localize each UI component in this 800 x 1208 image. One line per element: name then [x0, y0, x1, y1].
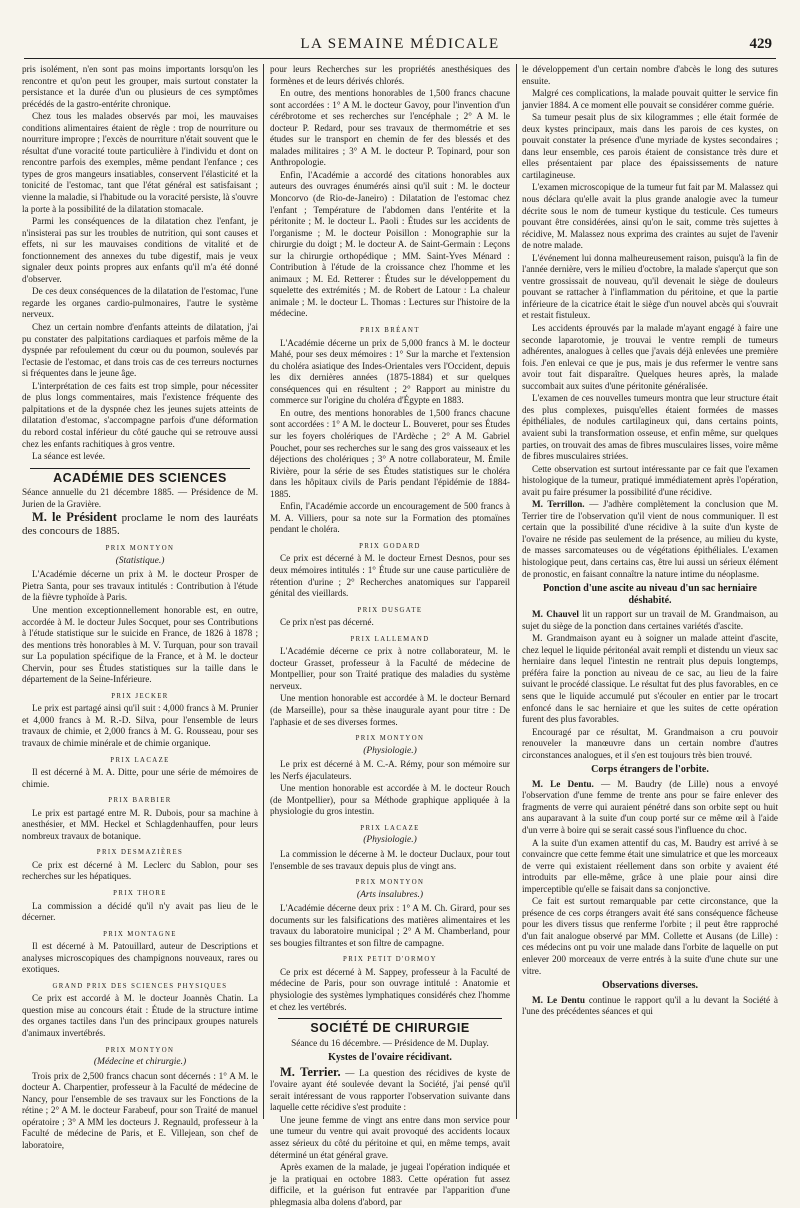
- speaker-text: — La question des récidives de kyste de l'ovaire ayant été soulevée devant la Société, j'ai pensé qu'il serait intéressant de vous rapporter l'observation suivante dans laquelle cette récidive s'est produite :: [270, 1067, 511, 1113]
- paragraph: Parmi les conséquences de la dilatation chez l'enfant, je n'insisterai pas sur les troubles de nutrition, qui sont causes et effets, ni sur les mauvaises conditions de vitalité et de fonctionnement des annexes du tube digestif, mais je veux signaler deux points propres aux enfants qu'il m'a été donné d'observer.: [22, 216, 258, 284]
- paragraph: pris isolément, n'en sont pas moins importants lorsqu'on les rencontre et qu'on peut les grouper, mais surtout constater la persistance et la durée d'un ou plusieurs de ces symptômes précédés de la gastro-entérite chronique.: [22, 64, 258, 109]
- prize-heading: PRIX MONTYON: [355, 735, 425, 743]
- speaker-text: — M. Baudry (de Lille) nous a envoyé l'observation d'une femme de trente ans pour se faire enlever des fragments de verre qui auraient pénétré dans son orbite sept ou huit ans auparavant à la suite d'un coup porté sur ce même œil à l'aide d'un verre à boire qui se serait cassé sous l'influence du choc.: [522, 778, 778, 835]
- paragraph: [522, 609, 778, 632]
- prize-heading: PRIX LALLEMAND: [350, 635, 430, 643]
- prize-category: (Physiologie.): [363, 745, 417, 756]
- paragraph: A la suite d'un examen attentif du cas, M. Baudry est arrivé à se convaincre que cette femme était une simulatrice et que les morceaux de verre qui existaient réellement dans son orbite y avaient été introduits par elle-même, grâce à une plaie pour ainsi dire imperceptible qu'elle se faisait dans sa conjonctive.: [522, 837, 778, 894]
- speaker-name: M. Le Dentu.: [532, 778, 594, 789]
- prize-heading: PRIX LACAZE: [360, 824, 420, 832]
- subsection-title: Observations diverses.: [601, 980, 699, 992]
- paragraph: Ce prix est décerné à M. Leclerc du Sablon, pour ses recherches sur les hépatiques.: [22, 859, 258, 882]
- section-divider: [278, 1018, 502, 1019]
- paragraph: [522, 779, 778, 837]
- paragraph: L'Académie décerne deux prix : 1° A M. Ch. Girard, pour ses documents sur les falsifications des matières alimentaires et les travaux du laboratoire municipal ; 2° A M. Chamberland, pour ses bougies filtrantes et son filtre de campagne.: [270, 903, 510, 948]
- paragraph: L'Académie décerne un prix de 5,000 francs à M. le docteur Mahé, pour ses deux mémoires : 1° Sur la marche et l'extension du choléra asiatique des Indes-Orientales vers l'Occident, depuis les dix dernières années (1875-1884) et sur quelques conséquences qui en résultent ; 2° Rapport au ministre du commerce sur l'origine du choléra d'Égypte en 1883.: [270, 337, 510, 406]
- session-line: Séance du 16 décembre. — Présidence de M. Duplay.: [291, 1037, 489, 1048]
- paragraph: Le prix est décerné à M. C.-A. Rémy, pour son mémoire sur les Nerfs éjaculateurs.: [270, 759, 510, 781]
- paragraph: Enfin, l'Académie a accordé des citations honorables aux auteurs des ouvrages énumérés ainsi qu'il suit : M. le docteur Moncorvo (de Rio-de-Janeiro) : Dilatation de l'estomac chez l'enfant ; Température de l'abdomen dans l'entérite et la péritonite ; M. le docteur L. Paoli : Études sur les accidents de l'organisme ; M. le docteur Poisillon : Monographie sur la chirurgie du doigt ; M. le docteur A. de Saint-Germain : Leçons sur la chirurgie orthopédique ; MM. Saint-Yves Ménard : Contribution à l'étude de la croissance chez l'homme et les animaux ; M. Ed. Retterer : Études sur le développement du squelette des extrémités ; M. de Robert de Latour : La chaleur animale ; M. le docteur L. Thomas : Lectures sur l'histoire de la médecine.: [270, 169, 510, 319]
- subsection-title: Kystes de l'ovaire récidivant.: [328, 1052, 452, 1064]
- paragraph: Sa tumeur pesait plus de six kilogrammes ; elle était formée de deux kystes principaux, mais dans les parois de ces kystes, on pouvait constater la présence d'une myriade de kystes secondaires ; dans leur ensemble, ces parois étaient de consistance très dure et elles présentaient par place des épaississements de nature cartilagineuse.: [522, 112, 778, 180]
- paragraph: Une mention exceptionnellement honorable est, en outre, accordée à M. le docteur Jules Socquet, pour ses Contributions à l'étude statistique sur le suicide en France, de 1826 à 1878 ; des mentions très honorables à M. V. Turquan, pour son travail sur La population spécifique de la France, et à M. le docteur Chervin, pour ses Études statistiques sur la taille dans le département de la Seine-Inférieure.: [22, 604, 258, 685]
- prize-heading: PRIX BRÉANT: [360, 327, 420, 335]
- paragraph: La commission le décerne à M. le docteur Duclaux, pour tout l'ensemble de ses travaux depuis plus de vingt ans.: [270, 849, 510, 871]
- column-2: [270, 64, 511, 1207]
- section-divider: [30, 468, 250, 469]
- paragraph: Malgré ces complications, la malade pouvait quitter le service fin janvier 1884. A ce moment elle pouvait se considérer comme guérie.: [522, 88, 778, 110]
- prize-category: (Médecine et chirurgie.): [93, 1057, 187, 1068]
- paragraph: Ce prix est accordé à M. le docteur Joannès Chatin. La question mise au concours était : Étude de la structure intime des organes tactiles dans l'un des principaux groupes naturels d'animaux invertébrés.: [22, 993, 258, 1039]
- paragraph: Chez un certain nombre d'enfants atteints de dilatation, j'ai pu constater des palpitations cardiaques et parfois même de la dyspnée par refoulement du cœur ou du poumon, soulevés par l'ectasie de l'estomac, et dans trois cas de ces terreurs nocturnes si fréquentes dans le jeune âge.: [22, 322, 258, 379]
- paragraph: Après examen de la malade, je jugeai l'opération indiquée et je la pratiquai en octobre 1883. Cette opération fut assez difficile, et la guérison fut entravée par l'apparition d'une phlegmasia alba dolens d'abord, par: [270, 1162, 510, 1207]
- paragraph: Une jeune femme de vingt ans entre dans mon service pour une tumeur du ventre qui avait provoqué des accidents locaux assez sérieux du côté du péritoine et qui, en même temps, avait déterminé un état général grave.: [270, 1114, 510, 1160]
- speaker-text: — J'adhère complètement la conclusion que M. Terrier tire de l'observation qu'il vient de nous communiquer. Il est certain que la possibilité d'une récidive à la suite d'un kyste de l'ovaire ne réside pas seulement de la présence, au milieu du kyste, de masses sarcomateuses ou de végétations épithéliales. L'examen histologique peut, dans certains cas, être lui aussi un sérieux élément de pronostic, en faisant connaître la nature intime du néoplasme.: [522, 499, 778, 579]
- speaker-name: M. Chauvel: [532, 609, 579, 620]
- speaker-text: continue le rapport qu'il a lu devant la Société à l'une des précédentes séances et qui: [522, 994, 778, 1017]
- prize-heading: PRIX MONTYON: [355, 879, 425, 887]
- paragraph: [522, 995, 778, 1018]
- paragraph: L'Académie décerne ce prix à notre collaborateur, M. le docteur Grasset, professeur à la Faculté de médecine de Montpellier, pour son Traité pratique des maladies du système nerveux.: [270, 646, 510, 691]
- prize-heading: GRAND PRIX DES SCIENCES PHYSIQUES: [52, 982, 228, 990]
- page-header: [24, 36, 776, 59]
- paragraph: Ce prix n'est pas décerné.: [280, 617, 374, 628]
- paragraph: [270, 1064, 511, 1114]
- paragraph: Ce prix est décerné à M. le docteur Ernest Desnos, pour ses deux mémoires intitulés : 1° Étude sur une cause particulière de rétention d'urine ; 2° Recherches anatomiques sur l'appareil génital des vieillards.: [270, 553, 510, 599]
- prize-heading: PRIX LACAZE: [110, 756, 170, 764]
- paragraph: Le prix est partagé entre M. R. Dubois, pour sa machine à anesthésier, et MM. Heckel et Schlagdenhauffen, pour leurs nombreux travaux de botanique.: [22, 807, 258, 841]
- session-line: Séance annuelle du 21 décembre 1885. — Présidence de M. Jurien de la Gravière.: [22, 487, 258, 509]
- paragraph: Ce prix est décerné à M. Sappey, professeur à la Faculté de médecine de Paris, pour son ouvrage intitulé : Anatomie et physiologie des systèmes lymphatiques considérés chez l'homme et chez les vertébrés.: [270, 966, 510, 1012]
- paragraph: La commission a décidé qu'il n'y avait pas lieu de le décerner.: [22, 900, 258, 923]
- paragraph: M. Grandmaison ayant eu à soigner un malade atteint d'ascite, chez lequel le liquide péritonéal avait rempli et distendu un vieux sac herniaire dans lequel l'intestin ne rentrait plus depuis longtemps, préféra faire la ponction au niveau de ce sac, au lieu de la faire suivant le procédé classique. Le résultat fut des plus favorables, en ce sens que le liquide accumulé put s'écouler en entier par le trocart enfoncé dans le sac herniaire et que les suites de cette opération furent des plus favorables.: [522, 633, 778, 725]
- paragraph: L'Académie décerne un prix à M. le docteur Prosper de Pietra Santa, pour ses travaux intitulés : Contribution à l'étude de la fièvre typhoïde à Paris.: [22, 569, 258, 603]
- paragraph: Cette observation est surtout intéressante par ce fait que l'examen histologique de la tumeur, pratiqué immédiatement après l'opération, avait pu faire présumer la possibilité d'une récidive.: [522, 463, 778, 497]
- paragraph: Ce fait est surtout remarquable par cette circonstance, que la présence de ces corps étrangers avait été sans conséquence fâcheuse pour les divers tissus que renferme l'orbite ; il peut être rapproché d'un fait analogue observé par MM. Collette et Ausans (de Lille) : ces médecins ont pu voir une malade dans l'orbite de laquelle on put enlever 200 morceaux de verre entrés à la suite d'une chute sur une vitre.: [522, 896, 778, 976]
- prize-heading: PRIX THORE: [113, 890, 167, 897]
- paragraph: L'examen de ces nouvelles tumeurs montra que leur structure était des plus complexes, puisqu'elles étaient formées de masses épithéliales, de nodules cartilagineux qui, dans certains points, avaient subi la transformation osseuse, et enfin même, sur quelques parties, on trouvait des amas de fibres musculaires lisses, voire même de fibres musculaires striées.: [522, 393, 778, 462]
- prize-heading: PRIX MONTYON: [105, 545, 175, 553]
- prize-category: (Arts insalubres.): [356, 889, 424, 900]
- page-number: 429: [749, 36, 772, 52]
- prize-heading: PRIX DESMAZIÈRES: [96, 849, 184, 857]
- speaker-name: M. le Président: [32, 510, 117, 525]
- prize-heading: PRIX MONTYON: [105, 1046, 175, 1054]
- column-rule: [516, 64, 517, 1119]
- paragraph: Il est décerné à M. A. Ditte, pour une série de mémoires de chimie.: [22, 767, 258, 789]
- speaker-name: M. Terrillon.: [532, 499, 585, 510]
- speaker-name: M. Le Dentu: [532, 994, 585, 1005]
- paragraph: Le prix est partagé ainsi qu'il suit : 4,000 francs à M. Prunier et 4,000 francs à M. R.-D. Silva, pour l'ensemble de leurs travaux de chimie, et 2,000 francs à M. G. Rousseau, pour ses travaux de chimie minérale et de chimie organique.: [22, 703, 258, 748]
- journal-title: LA SEMAINE MÉDICALE: [300, 36, 500, 52]
- paragraph: L'événement lui donna malheureusement raison, puisqu'à la fin de l'année dernière, vers le milieu d'octobre, la malade s'aperçut que son ventre grossissait de nouveau, qu'il devenait le siège de douleurs pouvant se rattacher à l'inflammation du péritoine, et que la partie inférieure de la cicatrice était le siège d'un nouvel abcès qui s'ouvrait et restait fistuleux.: [522, 252, 778, 321]
- subsection-title: Corps étrangers de l'orbite.: [591, 764, 709, 776]
- paragraph: L'examen microscopique de la tumeur fut fait par M. Malassez qui nous déclara qu'elle avait la plus grande analogie avec la tumeur décrite sous le nom de tumeur kystique du testicule. Ces tumeurs pouvant être considérées, ainsi qu'on le sait, comme très sujettes à récidive, M. Malassez nous exprima des craintes au sujet de l'avenir de notre malade.: [522, 182, 778, 251]
- prize-heading: PRIX BARBIER: [108, 797, 172, 805]
- paragraph: Les accidents éprouvés par la malade m'ayant engagé à faire une seconde laparotomie, je trouvai le ventre rempli de tumeurs adhérentes, analogues à celles que j'avais déjà enlevées une première fois. J'en enlevai ce que je pus, mais je dus refermer le ventre sans avoir tout fait disparaître. Quelques heures après, la malade succombait aux suites d'une péritonite généralisée.: [522, 323, 778, 391]
- prize-category: (Physiologie.): [363, 835, 417, 846]
- prize-heading: PRIX GODARD: [359, 542, 421, 550]
- paragraph: En outre, des mentions honorables de 1,500 francs chacune sont accordées : 1° A M. le docteur L. Bouveret, pour ses Études sur les foyers cholériques de l'Ardèche ; 2° A M. Gabriel Pouchet, pour ses recherches sur le sang des gros vaisseaux et les déjections des cholériques ; 3° A notre collaborateur, M. Émile Rivière, pour la série de ses Études statistiques sur le choléra dans les hôpitaux civils de Paris pendant l'épidémie de 1884-1885.: [270, 407, 510, 499]
- subsection-title: Ponction d'une ascite au niveau d'un sac herniaire déshabité.: [542, 583, 757, 606]
- column-3: [522, 64, 778, 1119]
- column-1: [22, 64, 258, 1150]
- section-title-academie: ACADÉMIE DES SCIENCES: [53, 470, 227, 485]
- paragraph: Enfin, l'Académie accorde un encouragement de 500 francs à M. A. Villiers, pour sa note sur la Formation des ptomaïnes pendant le choléra.: [270, 501, 510, 535]
- paragraph: le développement d'un certain nombre d'abcès le long des sutures ensuite.: [522, 64, 778, 86]
- column-rule: [263, 64, 264, 1119]
- speaker-text: lit un rapport sur un travail de M. Grandmaison, au sujet du siège de la ponction dans certaines variétés d'ascite.: [522, 609, 778, 631]
- prize-heading: PRIX DUSGATE: [357, 606, 423, 614]
- paragraph: L'interprétation de ces faits est trop simple, pour nécessiter de plus longs commentaires, mais l'existence fréquente des palpitations et de la dyspnée chez les jeunes sujets atteints de dilatation d'estomac, s'accompagne parfois d'une déformation du rebord costal inférieur du côté gauche qui se retrouve aussi chez les enfants rachitiques à gros ventre.: [22, 380, 258, 449]
- paragraph: Trois prix de 2,500 francs chacun sont décernés : 1° A M. le docteur A. Charpentier, professeur à la Faculté de médecine de Nancy, pour l'ensemble de ses travaux sur les Fonctions de la rétine ; 2° A M. le docteur Farabeuf, pour son Traité de manuel opératoire ; 3° A MM les docteurs J. Regnauld, professeur à la Faculté de médecine de Paris, et E. Villejean, son chef de laboratoire,: [22, 1070, 258, 1150]
- paragraph: Il est décerné à M. Patouillard, auteur de Descriptions et analyses microscopiques des champignons nouveaux, rares ou exotiques.: [22, 941, 258, 975]
- paragraph: Une mention honorable est accordée à M. le docteur Rouch (de Montpellier), pour sa Méthode graphique appliquée à la physiologie du gros intestin.: [270, 783, 510, 817]
- paragraph: En outre, des mentions honorables de 1,500 francs chacune sont accordées : 1° A M. le docteur Gavoy, pour l'invention d'un cérébrotome et ses recherches sur l'encéphale ; 2° A M. le docteur P. Redard, pour ses travaux de thermométrie et ses études sur le transport en chemin de fer des blessés et des malades militaires ; 3° A M. le docteur P. Topinard, pour son Anthropologie.: [270, 88, 510, 168]
- speaker-text: proclame le nom des lauréats des concours de 1885.: [22, 512, 258, 538]
- paragraph: De ces deux conséquences de la dilatation de l'estomac, l'une regarde les organes cardio-pulmonaires, l'autre le système nerveux.: [22, 286, 258, 320]
- section-title-chirurgie: SOCIÉTÉ DE CHIRURGIE: [310, 1021, 470, 1036]
- prize-heading: PRIX JECKER: [111, 692, 169, 700]
- prize-heading: PRIX MONTAGNE: [103, 930, 177, 938]
- paragraph: [522, 499, 778, 580]
- prize-category: (Statistique.): [115, 555, 165, 566]
- paragraph: La séance est levée.: [32, 451, 105, 462]
- paragraph: [22, 511, 258, 538]
- paragraph: pour leurs Recherches sur les propriétés anesthésiques des formènes et de leurs dérivés chlorés.: [270, 64, 510, 86]
- paragraph: Encouragé par ce résultat, M. Grandmaison a cru pouvoir renouveler la manœuvre dans un certain nombre d'autres circonstances analogues, et il s'en est toujours très bien trouvé.: [522, 726, 778, 760]
- speaker-name: M. Terrier.: [280, 1064, 341, 1079]
- paragraph: Chez tous les malades observés par moi, les mauvaises conditions alimentaires étaient de règle : trop de nourriture ou nourriture impropre ; l'excès de nourriture n'était souvent que le résultat d'une voracité toute particulière à l'individu et dont on rencontre parfois des exemples, même pendant l'enfance ; ces types de gros mangeurs insatiables, conservent l'élasticité et la tonicité de l'estomac, tant que l'état général est satisfaisant ; vienne la maladie, si l'habitude ou la voracité persiste, là s'ouvre la porte à la possibilité de la dilatation stomacale.: [22, 111, 258, 214]
- prize-heading: PRIX PETIT D'ORMOY: [343, 956, 437, 964]
- paragraph: Une mention honorable est accordée à M. le docteur Bernard (de Marseille), pour sa thèse inaugurale ayant pour titre : De l'aphasie et de ses diverses formes.: [270, 693, 510, 727]
